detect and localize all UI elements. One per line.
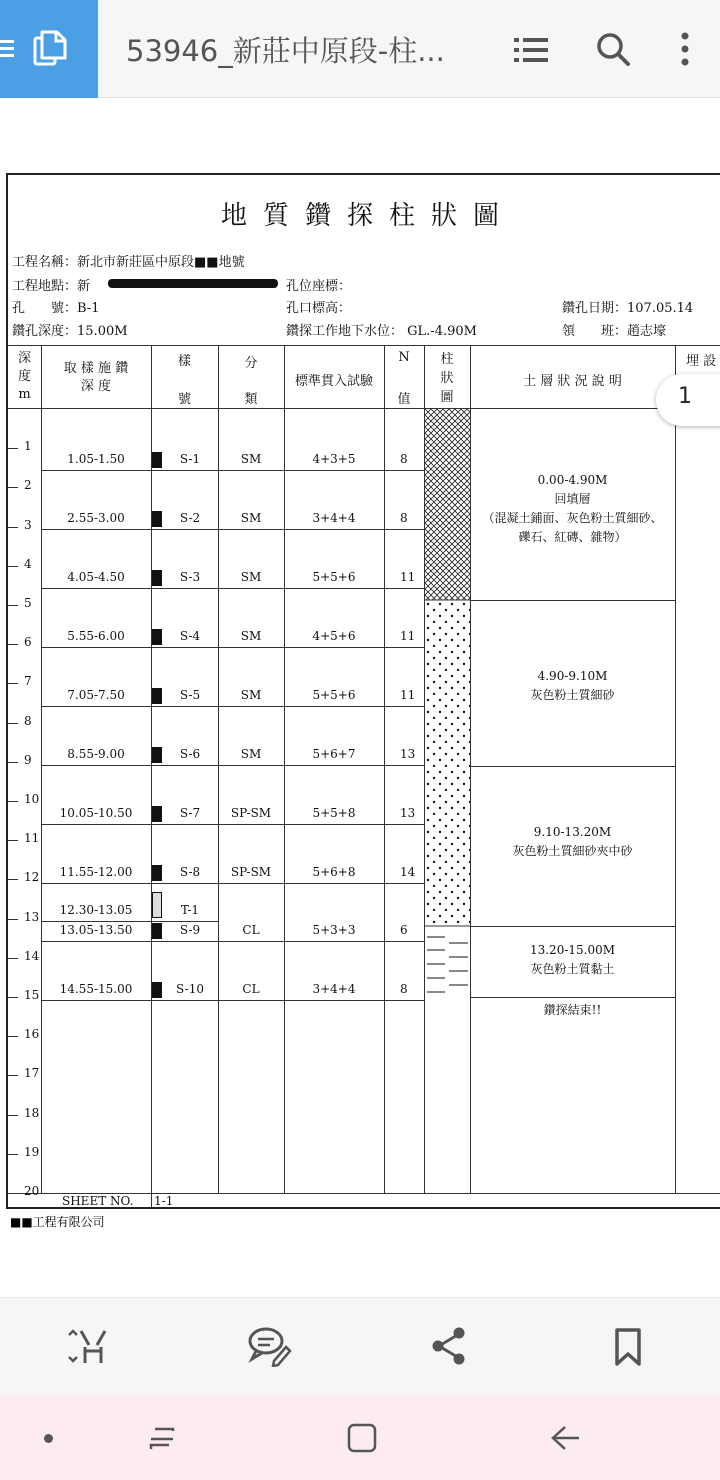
- layer-description-3: [470, 823, 675, 861]
- split-spoon-marker: [152, 570, 162, 586]
- col-divider-sampling: [151, 345, 152, 1207]
- depth-tick: [8, 1115, 18, 1116]
- leader-value: 趙志壕: [627, 324, 667, 339]
- layer-description-1: [470, 471, 675, 547]
- page-number: 1: [678, 384, 692, 409]
- depth-tick-label: 19: [24, 1145, 40, 1159]
- depth-tick: [8, 840, 18, 841]
- hole-label: 孔 號：: [12, 301, 78, 316]
- groundwater-label: 鑽探工作地下水位：: [286, 324, 404, 339]
- sample-id: S-4: [179, 629, 201, 643]
- sample-row-divider: [41, 647, 424, 648]
- search-icon[interactable]: [592, 28, 634, 70]
- layer-2-line-1: 灰色粉土質細砂: [530, 688, 615, 702]
- drawer-toggle-area[interactable]: [0, 0, 98, 98]
- silty-sand-pattern: [425, 600, 470, 926]
- layer-1-range: 0.00-4.90M: [537, 473, 608, 487]
- depth-tick-label: 18: [24, 1106, 40, 1120]
- depth-tick: [8, 997, 18, 998]
- date-row: [562, 297, 693, 316]
- layer-1-line-1: 回填層: [554, 492, 591, 506]
- layer-4-line-1: 灰色粉土質黏土: [530, 962, 615, 976]
- layer-description-2: [470, 667, 675, 705]
- depth-tick: [8, 605, 18, 606]
- sample-depth-range: 7.05-7.50: [67, 688, 125, 702]
- sample-depth-range: 5.55-6.00: [67, 629, 125, 643]
- date-value: 107.05.14: [627, 301, 694, 316]
- sample-classification: SP-SM: [230, 806, 272, 820]
- coord-label: 孔位座標：: [286, 279, 352, 294]
- sample-id: S-3: [179, 570, 201, 584]
- sample-id: S-7: [179, 806, 201, 820]
- back-icon[interactable]: [542, 1417, 586, 1459]
- sample-id: S-2: [179, 511, 201, 525]
- split-spoon-marker: [152, 511, 162, 527]
- page-number-badge[interactable]: [656, 374, 720, 426]
- header-install: 埋 設: [686, 354, 717, 369]
- list-icon[interactable]: [510, 30, 552, 70]
- split-spoon-marker: [152, 747, 162, 763]
- layer-1-line-2: （混凝土鋪面、灰色粉土質細砂、: [482, 511, 663, 525]
- layer-boundary-2: [470, 766, 675, 767]
- depth-tick: [8, 1154, 18, 1155]
- bottom-toolbar: [0, 1297, 720, 1395]
- sample-depth-range: 11.55-12.00: [59, 865, 133, 879]
- header-n-1: N: [398, 350, 410, 365]
- sample-n-value: 14: [400, 865, 416, 879]
- sample-n-value: 11: [400, 688, 416, 702]
- system-navigation-bar: [0, 1395, 720, 1480]
- sample-spt-blows: 5+5+6: [312, 688, 356, 702]
- split-spoon-marker: [152, 982, 162, 998]
- bookmark-icon[interactable]: [606, 1324, 650, 1370]
- depth-tick: [8, 644, 18, 645]
- clay-pattern: [427, 937, 468, 992]
- sample-spt-blows: 5+5+8: [312, 806, 356, 820]
- col-divider-class: [284, 345, 285, 1193]
- header-sampling: [41, 360, 151, 396]
- sample-row-divider: [41, 765, 424, 766]
- depth-tick: [8, 1193, 18, 1194]
- sample-n-value: 13: [400, 806, 416, 820]
- split-spoon-marker: [152, 806, 162, 822]
- sample-classification: SM: [240, 570, 262, 584]
- split-spoon-marker: [152, 688, 162, 704]
- sample-n-value: 8: [400, 982, 408, 996]
- sample-row-divider: [41, 921, 218, 922]
- depth-tick-label: 11: [24, 831, 40, 845]
- sheet-value: 1-1: [154, 1194, 174, 1208]
- header-column-1: 柱: [440, 352, 454, 367]
- depth-tick: [8, 919, 18, 920]
- groundwater-value: GL.-4.90M: [407, 324, 477, 339]
- sample-spt-blows: 3+4+4: [312, 511, 356, 525]
- depth-tick-label: 14: [24, 949, 40, 963]
- table-top-border: [8, 345, 720, 346]
- depth-tick: [8, 566, 18, 567]
- header-sampling-1: 取 樣 施 鑽: [63, 361, 129, 376]
- sample-n-value: 8: [400, 452, 408, 466]
- header-depth: [8, 350, 41, 404]
- col-divider-sample: [218, 345, 219, 1193]
- sample-classification: SM: [240, 688, 262, 702]
- col-divider-depth: [41, 345, 42, 1193]
- end-note: 鑽探結束!!: [543, 1003, 602, 1017]
- layer-boundary-4: [470, 997, 675, 998]
- depth-value: 15.00M: [77, 324, 128, 339]
- sample-classification: SM: [240, 452, 262, 466]
- depth-tick: [8, 487, 18, 488]
- depth-tick-label: 4: [24, 557, 32, 571]
- sample-id: S-10: [176, 982, 204, 996]
- sample-id: T-1: [180, 903, 200, 917]
- split-spoon-marker: [152, 629, 162, 645]
- date-label: 鑽孔日期：: [562, 301, 628, 316]
- depth-tick-label: 1: [24, 439, 32, 453]
- depth-tick: [8, 958, 18, 959]
- layer-1-line-3: 礫石、紅磚、雜物）: [518, 530, 627, 544]
- share-icon[interactable]: [426, 1324, 472, 1368]
- recent-apps-icon[interactable]: [140, 1417, 184, 1459]
- location-label: 工程地點：: [12, 279, 78, 294]
- tube-sample-marker: [152, 892, 162, 918]
- layer-4-range: 13.20-15.00M: [529, 943, 616, 957]
- depth-tick-label: 9: [24, 753, 32, 767]
- location-value: 新: [77, 279, 91, 294]
- elevation-label: 孔口標高：: [286, 301, 352, 316]
- depth-tick-label: 10: [24, 792, 40, 806]
- layer-3-line-1: 灰色粉土質細砂夾中砂: [512, 844, 633, 858]
- boring-log-title: 地質鑽探柱狀圖: [220, 201, 515, 231]
- sample-n-value: 6: [400, 923, 408, 937]
- sample-row-divider: [41, 1000, 424, 1001]
- header-spt: 標準貫入試驗: [294, 374, 373, 389]
- depth-tick-label: 6: [24, 635, 32, 649]
- col-divider-spt: [384, 345, 385, 1193]
- location-row: [12, 275, 90, 294]
- fill-layer-pattern: [425, 409, 470, 600]
- sample-depth-range: 10.05-10.50: [59, 806, 133, 820]
- sample-classification: CL: [242, 982, 260, 996]
- sample-row-divider: [41, 588, 424, 589]
- comment-icon[interactable]: [244, 1324, 294, 1368]
- document-title: 53946_新莊中原段-柱...: [126, 34, 445, 68]
- sample-spt-blows: 5+3+3: [312, 923, 356, 937]
- header-depth-1: 深: [17, 351, 31, 366]
- depth-tick: [8, 762, 18, 763]
- sample-depth-range: 1.05-1.50: [67, 452, 125, 466]
- depth-tick: [8, 683, 18, 684]
- documents-icon[interactable]: [30, 28, 70, 70]
- sample-row-divider: [41, 470, 424, 471]
- sample-id: S-8: [179, 865, 201, 879]
- header-class-2: 類: [244, 392, 258, 407]
- hole-value: B-1: [77, 301, 100, 316]
- header-class-1: 分: [244, 356, 258, 371]
- header-description: 土 層 狀 況 說 明: [523, 374, 622, 389]
- groundwater-row: [286, 320, 477, 339]
- depth-tick-label: 15: [24, 988, 40, 1002]
- project-name-row: [12, 251, 245, 270]
- more-vertical-icon[interactable]: [670, 28, 700, 70]
- project-name-value: 新北市新莊區中原段■■地號: [77, 255, 245, 270]
- depth-tick: [8, 1036, 18, 1037]
- strata-column: [425, 409, 470, 999]
- depth-tick: [8, 1075, 18, 1076]
- depth-tick-label: 13: [24, 910, 40, 924]
- sample-spt-blows: 5+6+7: [312, 747, 356, 761]
- depth-tick-label: 7: [24, 674, 32, 688]
- redaction-mark: [108, 279, 278, 288]
- sample-row-divider: [41, 941, 424, 942]
- header-column-2: 狀: [440, 371, 454, 386]
- company-name: ■■工程有限公司: [10, 1215, 105, 1229]
- header-column-3: 圖: [440, 390, 454, 405]
- depth-tick-label: 8: [24, 714, 32, 728]
- sample-depth-range: 14.55-15.00: [59, 982, 133, 996]
- sample-row-divider: [41, 883, 424, 884]
- sample-spt-blows: 3+4+4: [312, 982, 356, 996]
- split-spoon-marker: [152, 923, 162, 939]
- sample-n-value: 8: [400, 511, 408, 525]
- project-name-label: 工程名稱：: [12, 255, 78, 270]
- sheet-label: SHEET NO.: [62, 1194, 134, 1208]
- depth-tick: [8, 801, 18, 802]
- sample-classification: SM: [240, 511, 262, 525]
- menu-icon[interactable]: [0, 34, 20, 64]
- header-sample-1: 樣: [177, 354, 191, 369]
- sample-classification: SM: [240, 747, 262, 761]
- depth-tick: [8, 527, 18, 528]
- depth-tick-label: 5: [24, 596, 32, 610]
- depth-row: [12, 320, 128, 339]
- sample-row-divider: [41, 824, 424, 825]
- depth-tick-label: 3: [24, 518, 32, 532]
- sample-spt-blows: 4+5+6: [312, 629, 356, 643]
- sample-id: S-1: [179, 452, 201, 466]
- sample-depth-range: 4.05-4.50: [67, 570, 125, 584]
- layer-2-range: 4.90-9.10M: [537, 669, 608, 683]
- sample-id: S-6: [179, 747, 201, 761]
- sample-id: S-9: [179, 923, 201, 937]
- split-spoon-marker: [152, 452, 162, 468]
- depth-tick: [8, 723, 18, 724]
- depth-tick-label: 2: [24, 478, 32, 492]
- header-n-2: 值: [397, 392, 411, 407]
- depth-tick: [8, 448, 18, 449]
- sample-depth-range: 2.55-3.00: [67, 511, 125, 525]
- layer-3-range: 9.10-13.20M: [533, 825, 612, 839]
- header-column: [424, 350, 470, 407]
- sample-depth-range: 12.30-13.05: [59, 903, 133, 917]
- top-app-bar: [0, 0, 720, 98]
- layer-boundary-3: [470, 926, 675, 927]
- header-bottom-border: [8, 408, 720, 409]
- header-depth-3: m: [18, 387, 31, 402]
- sample-spt-blows: 5+6+8: [312, 865, 356, 879]
- depth-tick-label: 20: [24, 1184, 40, 1198]
- layer-description-4: [470, 941, 675, 979]
- nav-dot-indicator: [44, 1434, 53, 1443]
- depth-tick-label: 16: [24, 1027, 40, 1041]
- sample-spt-blows: 5+5+6: [312, 570, 356, 584]
- sample-classification: SP-SM: [230, 865, 272, 879]
- sample-row-divider: [41, 706, 424, 707]
- fit-width-icon[interactable]: [62, 1326, 112, 1368]
- depth-tick-label: 12: [24, 870, 40, 884]
- header-sampling-2: 深 度: [80, 379, 112, 394]
- header-sample-2: 號: [177, 392, 191, 407]
- hole-row: [12, 297, 99, 316]
- sample-n-value: 11: [400, 570, 416, 584]
- leader-row: [562, 320, 666, 339]
- header-depth-2: 度: [17, 369, 31, 384]
- sample-n-value: 11: [400, 629, 416, 643]
- depth-tick-label: 17: [24, 1066, 40, 1080]
- sample-id: S-5: [179, 688, 201, 702]
- depth-label: 鑽孔深度：: [12, 324, 78, 339]
- sample-spt-blows: 4+3+5: [312, 452, 356, 466]
- depth-tick: [8, 879, 18, 880]
- home-icon[interactable]: [340, 1417, 384, 1459]
- sample-classification: CL: [242, 923, 260, 937]
- pdf-page: [6, 173, 720, 1209]
- sample-n-value: 13: [400, 747, 416, 761]
- split-spoon-marker: [152, 865, 162, 881]
- sample-depth-range: 13.05-13.50: [59, 923, 133, 937]
- layer-boundary-1: [470, 600, 675, 601]
- leader-label: 領 班：: [562, 324, 628, 339]
- sample-row-divider: [41, 529, 424, 530]
- sample-depth-range: 8.55-9.00: [67, 747, 125, 761]
- sample-classification: SM: [240, 629, 262, 643]
- col-divider-description: [675, 345, 676, 1193]
